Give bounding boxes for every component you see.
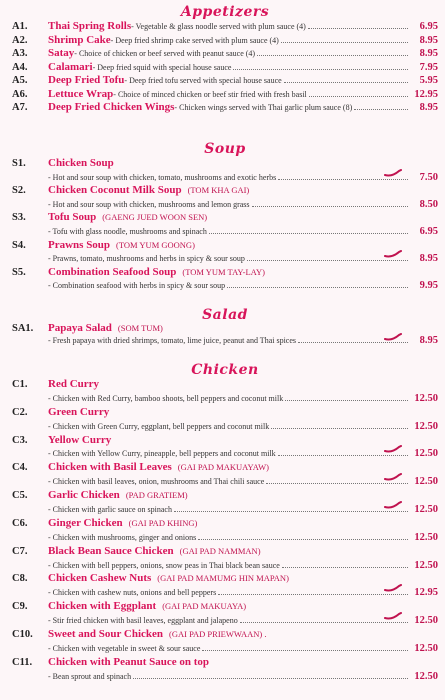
item-header <box>12 378 438 392</box>
menu-item <box>12 88 438 102</box>
item-description: - Chicken with Yellow Curry, pineapple, bell peppers and coconut milk <box>48 449 276 459</box>
item-name: Chicken Coconut Milk Soup <box>48 184 182 197</box>
item-header <box>12 211 438 225</box>
menu-item <box>12 628 438 656</box>
item-code: A2. <box>12 34 28 46</box>
item-price: 8.95 <box>419 102 438 113</box>
item-header <box>12 266 438 280</box>
item-code: C5. <box>12 490 28 502</box>
item-price: 9.95 <box>419 280 438 292</box>
item-code: C1. <box>12 379 28 390</box>
dot-leader <box>354 109 408 110</box>
item-price: 12.95 <box>414 587 438 599</box>
item-code: S3. <box>12 212 26 224</box>
item-description: - Chicken with cashew nuts, onions and bell peppers <box>48 588 217 598</box>
item-description: - Deep fried shrimp cake served with plum sauce (4) <box>110 35 279 45</box>
menu-item <box>12 74 438 88</box>
item-description: - Deep fried tofu served with special house sauce <box>124 76 282 85</box>
item-price: 12.50 <box>414 448 438 460</box>
item-description: - Vegetable & glass noodle served with plum sauce (4) <box>131 22 306 31</box>
section-title-soup: Soup <box>204 141 246 157</box>
item-header <box>12 239 438 253</box>
dot-leader <box>278 455 408 456</box>
item-description-row <box>12 475 438 489</box>
item-price: 6.95 <box>419 21 438 32</box>
dot-leader <box>282 567 408 568</box>
item-price: 8.50 <box>419 198 438 210</box>
item-thai-name: (PAD GRATIEM) <box>125 490 188 501</box>
dot-leader <box>174 511 408 512</box>
dot-leader <box>298 342 408 343</box>
menu-item <box>12 239 438 266</box>
item-name: Ginger Chicken <box>48 516 123 529</box>
item-name: Prawns Soup <box>48 238 111 251</box>
dot-leader <box>240 622 408 623</box>
item-description: - Chicken with mushrooms, ginger and onions <box>48 532 197 542</box>
item-description-row <box>12 420 438 434</box>
item-code: C4. <box>12 462 28 474</box>
soup-section <box>12 141 438 293</box>
item-description-row <box>12 392 438 406</box>
menu-item <box>12 517 438 545</box>
item-code: C10. <box>12 629 33 641</box>
item-name: Garlic Chicken <box>48 489 120 502</box>
item-header <box>12 489 438 503</box>
item-price: 7.50 <box>419 171 438 183</box>
item-description-row <box>12 614 438 628</box>
menu-item <box>12 434 438 462</box>
chili-pepper-icon <box>384 250 402 258</box>
item-name: Chicken with Eggplant <box>48 600 157 613</box>
salad-section <box>12 307 438 346</box>
dot-leader <box>308 28 408 29</box>
item-description: - Choice of chicken or beef served with peanut sauce (4) <box>74 49 256 58</box>
item-name: Deep Fried Tofu <box>48 74 125 86</box>
item-code: C2. <box>12 406 28 418</box>
dot-leader <box>133 678 408 679</box>
soup-list <box>12 157 438 293</box>
item-name: Satay <box>48 47 75 59</box>
menu-item <box>12 20 438 34</box>
item-header <box>12 600 438 614</box>
item-name: Combination Seafood Soup <box>48 265 177 278</box>
item-description-row <box>12 559 438 573</box>
item-name: Black Bean Sauce Chicken <box>48 544 174 557</box>
menu-item <box>12 184 438 211</box>
item-name: Sweet and Sour Chicken <box>48 628 164 641</box>
item-code: S5. <box>12 266 26 278</box>
item-price: 5.95 <box>419 75 438 86</box>
item-price: 12.50 <box>414 420 438 432</box>
dot-leader <box>252 206 408 207</box>
item-name: Chicken Soup <box>48 157 114 169</box>
dot-leader <box>284 82 408 83</box>
item-thai-name: (TOM YUM GOONG) <box>116 239 195 250</box>
item-description: - Combination seafood with herbs in spicy & sour soup <box>48 281 226 291</box>
item-code: A5. <box>12 75 28 86</box>
item-description: - Prawns, tomato, mushrooms and herbs in spicy & sour soup <box>48 254 245 264</box>
item-description: - Hot and sour soup with chicken, mushrooms and lemon grass <box>48 199 250 209</box>
menu-item <box>12 378 438 406</box>
item-code: C9. <box>12 601 28 613</box>
menu-item <box>12 47 438 61</box>
menu-item <box>12 34 438 48</box>
item-name: Lettuce Wrap <box>48 87 114 100</box>
item-thai-name: (SOM TUM) <box>117 323 163 333</box>
item-price: 8.95 <box>419 48 438 59</box>
item-price: 6.95 <box>419 225 438 237</box>
item-thai-name: (GAI PAD KHING) <box>128 517 198 528</box>
item-header <box>12 184 438 198</box>
item-code: S4. <box>12 239 26 251</box>
item-price: 8.95 <box>419 253 438 265</box>
item-header <box>12 406 438 420</box>
appetizers-section <box>12 4 438 115</box>
section-title-salad: Salad <box>202 307 248 323</box>
item-header <box>12 434 438 448</box>
item-price: 8.95 <box>419 34 438 46</box>
dot-leader <box>278 179 408 180</box>
item-header <box>12 461 438 475</box>
dot-leader <box>309 96 408 97</box>
item-name: Chicken with Peanut Sauce on top <box>48 655 210 668</box>
menu-item <box>12 489 438 517</box>
menu-item <box>12 211 438 238</box>
item-code: S1. <box>12 158 26 169</box>
dot-leader <box>198 539 408 540</box>
item-price: 12.50 <box>414 670 438 682</box>
section-title-chicken: Chicken <box>191 362 259 378</box>
item-price: 12.50 <box>414 531 438 543</box>
item-thai-name: (GAI PAD NAMMAN) <box>179 545 261 556</box>
item-code: SA1. <box>12 323 34 334</box>
item-description: - Choice of minced chicken or beef stir fried with fresh basil <box>113 89 307 99</box>
item-header <box>12 157 438 171</box>
item-description: - Deep fried squid with special house sauce <box>92 62 232 72</box>
item-price: 12.50 <box>414 642 438 654</box>
item-thai-name: (GAI PAD PRIEWWAAN) . <box>169 629 267 640</box>
item-description-row <box>12 335 438 347</box>
item-description-row <box>12 198 438 212</box>
chili-pepper-icon <box>384 612 402 620</box>
item-thai-name: (GAI PAD MAKUAYA) <box>162 601 247 612</box>
dot-leader <box>271 428 408 429</box>
menu-item <box>12 406 438 434</box>
item-code: A7. <box>12 102 28 113</box>
item-code: S2. <box>12 185 26 197</box>
item-price: 12.50 <box>414 615 438 627</box>
item-description-row <box>12 171 438 185</box>
menu-item <box>12 572 438 600</box>
menu-item <box>12 461 438 489</box>
item-thai-name: (GAI PAD MAMUMG HIN MAPAN) <box>157 573 289 584</box>
item-name: Green Curry <box>48 405 110 418</box>
dot-leader <box>233 69 408 70</box>
chili-pepper-icon <box>384 584 402 592</box>
item-name: Chicken Cashew Nuts <box>48 572 152 585</box>
item-thai-name: (TOM KHA GAI) <box>187 185 250 196</box>
item-description-row <box>12 252 438 266</box>
item-code: C3. <box>12 434 28 446</box>
menu-item <box>12 656 438 684</box>
item-thai-name: (GAENG JUED WOON SEN) <box>102 212 208 223</box>
item-price: 12.50 <box>414 504 438 516</box>
item-description-row <box>12 503 438 517</box>
item-price: 12.50 <box>414 559 438 571</box>
item-code: C11. <box>12 656 33 668</box>
dot-leader <box>218 594 408 595</box>
item-description: - Tofu with glass noodle, mushrooms and spinach <box>48 226 207 236</box>
item-header <box>12 517 438 531</box>
item-description-row <box>12 642 438 656</box>
item-name: Yellow Curry <box>48 433 112 446</box>
appetizers-list <box>12 20 438 115</box>
item-code: C8. <box>12 573 28 585</box>
item-price: 12.95 <box>414 88 438 100</box>
item-code: C7. <box>12 545 28 557</box>
item-description: - Chicken with Green Curry, eggplant, bell peppers and coconut milk <box>48 421 270 431</box>
item-code: A4. <box>12 61 28 73</box>
item-description: - Chicken wings served with Thai garlic plum sauce (8) <box>174 103 353 112</box>
item-code: A1. <box>12 21 28 32</box>
menu-item <box>12 61 438 75</box>
item-description: - Chicken with Red Curry, bamboo shoots, bell peppers and coconut milk <box>48 393 284 403</box>
item-header <box>12 628 438 642</box>
salad-list <box>12 323 438 346</box>
chili-pepper-icon <box>384 445 402 453</box>
item-name: Papaya Salad <box>48 322 112 334</box>
item-name: Red Curry <box>48 378 100 390</box>
item-description: - Fresh papaya with dried shrimps, tomato, lime juice, peanut and Thai spices <box>48 335 297 345</box>
item-name: Calamari <box>48 60 93 73</box>
item-description: - Chicken with garlic sauce on spinach <box>48 505 172 515</box>
item-description-row <box>12 670 438 684</box>
menu-item <box>12 101 438 115</box>
item-description: - Bean sprout and spinach <box>48 671 132 681</box>
item-price: 12.50 <box>414 392 438 404</box>
dot-leader <box>227 287 408 288</box>
chili-pepper-icon <box>384 333 402 341</box>
chicken-section <box>12 362 438 684</box>
item-header <box>12 545 438 559</box>
item-description: - Chicken with basil leaves, onion, mushrooms and Thai chili sauce <box>48 477 265 487</box>
item-thai-name: (GAI PAD MAKUAYAW) <box>177 462 270 473</box>
dot-leader <box>202 650 408 651</box>
item-description-row <box>12 447 438 461</box>
item-header <box>12 323 438 335</box>
item-description: - Hot and sour soup with chicken, tomato, mushrooms and exotic herbs <box>48 172 277 182</box>
menu-item <box>12 266 438 293</box>
item-description: - Chicken with bell peppers, onions, snow peas in Thai black bean sauce <box>48 560 280 570</box>
item-description-row <box>12 279 438 293</box>
dot-leader <box>257 55 408 56</box>
item-header <box>12 656 438 670</box>
item-name: Shrimp Cake <box>48 33 111 46</box>
dot-leader <box>209 233 408 234</box>
menu-item <box>12 545 438 573</box>
item-price: 7.95 <box>419 61 438 73</box>
item-description: - Stir fried chicken with basil leaves, eggplant and jalapeno <box>48 616 238 626</box>
dot-leader <box>285 400 408 401</box>
menu-item <box>12 600 438 628</box>
item-description-row <box>12 531 438 545</box>
dot-leader <box>247 260 408 261</box>
item-name: Chicken with Basil Leaves <box>48 461 172 474</box>
item-code: A6. <box>12 88 28 100</box>
item-code: C6. <box>12 517 28 529</box>
menu-item <box>12 323 438 346</box>
dot-leader <box>266 483 408 484</box>
item-description: - Chicken with vegetable in sweet & sour sauce <box>48 643 201 653</box>
chili-pepper-icon <box>384 501 402 509</box>
item-name: Tofu Soup <box>48 211 97 224</box>
chili-pepper-icon <box>384 473 402 481</box>
section-title-appetizers: Appetizers <box>180 4 270 20</box>
chili-pepper-icon <box>384 169 402 177</box>
item-description-row <box>12 586 438 600</box>
item-code: A3. <box>12 48 28 59</box>
item-thai-name: (TOM YUM TAY-LAY) <box>182 266 265 277</box>
chicken-list <box>12 378 438 684</box>
item-description-row <box>12 225 438 239</box>
item-name: Thai Spring Rolls <box>48 20 132 32</box>
item-price: 12.50 <box>414 476 438 488</box>
item-header <box>12 572 438 586</box>
dot-leader <box>281 42 408 43</box>
menu-item <box>12 157 438 184</box>
item-name: Deep Fried Chicken Wings <box>48 101 175 113</box>
item-price: 8.95 <box>419 334 438 346</box>
